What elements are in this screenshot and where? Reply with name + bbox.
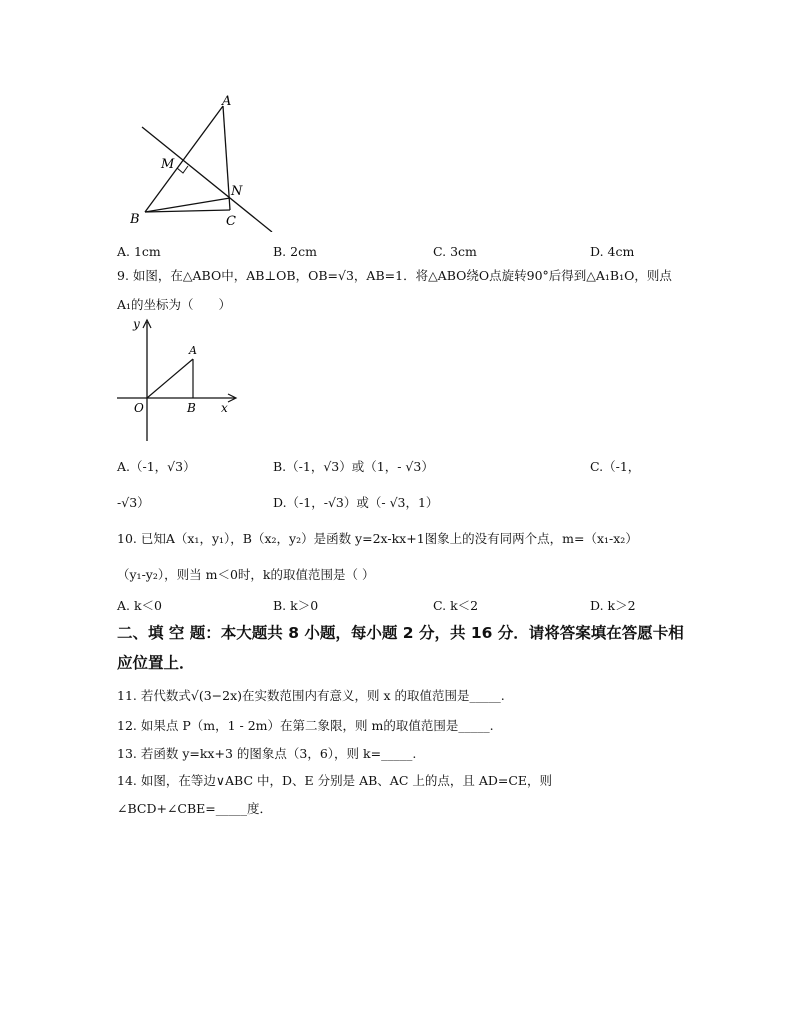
q10-line-1: 10. 已知A（x₁，y₁），B（x₂，y₂）是函数 y=2x-kx+1图象上的没有同两个点，m=（x₁-x₂） (117, 531, 638, 546)
label-b: B (187, 401, 196, 415)
q11-text: 11. 若代数式√(3−2x)在实数范围内有意义，则 x 的取值范围是_____. (117, 688, 505, 703)
label-y: y (133, 317, 140, 331)
q8-option-a: A. 1cm (117, 244, 161, 259)
segment-oa (147, 359, 193, 398)
q10-option-a: A. k＜0 (117, 598, 163, 613)
line-mn (142, 127, 272, 232)
q9-line-2: A₁的坐标为（ ） (117, 297, 232, 312)
label-b: B (130, 212, 140, 227)
section-heading-line-1: 二、填 空 题：本大题共 8 小题，每小题 2 分，共 16 分．请将答案填在答愿卡相 (117, 624, 684, 642)
q9-line-1: 9. 如图，在△ABO中，AB⊥OB，OB=√3，AB=1．将△ABO绕O点旋转90°后得到△A₁B₁O，则点 (117, 268, 672, 283)
segment-ab (145, 106, 223, 212)
label-c: C (226, 214, 236, 229)
q9-option-c: C.（-1， (590, 459, 641, 474)
q14-line-1: 14. 如图，在等边∨ABC 中，D、E 分别是 AB、AC 上的点，且 AD=CE，则 (117, 773, 553, 788)
q9-option-d: D.（-1，-√3）或（- √3，1） (273, 495, 439, 510)
triangle-figure-q8 (130, 92, 280, 232)
q10-option-b: B. k＞0 (273, 598, 319, 613)
q10-option-c: C. k＜2 (433, 598, 479, 613)
q10-option-d: D. k＞2 (590, 598, 636, 613)
q9-option-b: B.（-1，√3）或（1，- √3） (273, 459, 434, 474)
label-n: N (231, 184, 243, 199)
coordinate-figure-q9 (115, 316, 240, 444)
segment-ac (223, 106, 230, 210)
label-x: x (221, 401, 228, 415)
label-m: M (161, 157, 175, 172)
label-a: A (222, 94, 232, 109)
q8-option-b: B. 2cm (273, 244, 317, 259)
q14-line-2: ∠BCD+∠CBE=_____度． (117, 801, 273, 816)
q8-option-c: C. 3cm (433, 244, 477, 259)
label-a: A (189, 344, 197, 357)
q9-option-c-continued: -√3） (117, 495, 150, 510)
q9-option-a: A.（-1，√3） (117, 459, 196, 474)
q10-line-2: （y₁-y₂），则当 m＜0时，k的取值范围是（ ） (117, 567, 375, 582)
q8-option-d: D. 4cm (590, 244, 635, 259)
section-heading-line-2: 应位置上． (117, 654, 195, 672)
label-o: O (134, 401, 144, 415)
q13-text: 13. 若函数 y=kx+3 的图象点（3，6），则 k=_____. (117, 746, 417, 761)
q12-text: 12. 如果点 P（m，1 - 2m）在第二象限，则 m的取值范围是_____. (117, 718, 494, 733)
